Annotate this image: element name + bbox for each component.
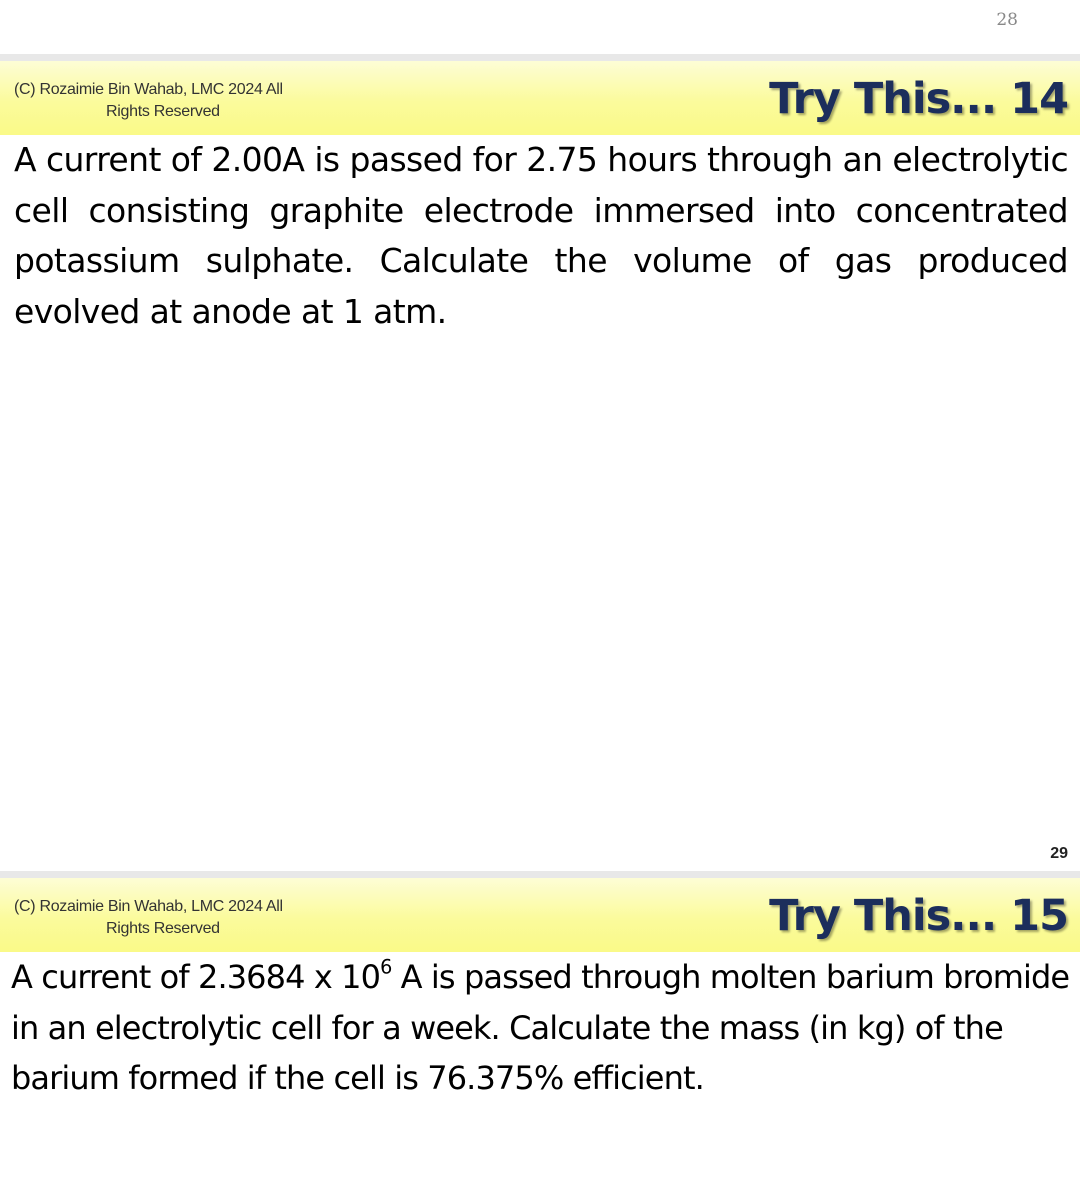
title-word-try: Try [769, 891, 840, 941]
copyright-line-2: Rights Reserved [106, 920, 220, 937]
copyright-line-2: Rights Reserved [106, 103, 220, 120]
question-part-2: A is passed through molten barium bromide in an electrolytic cell for a week. Calculate the mass (in kg) of the barium formed if the cell is 76.375% efficient. [11, 958, 1070, 1097]
page-number-29: 29 [1050, 845, 1068, 862]
question-text: A current of 2.00A is passed for 2.75 hours through an electrolytic cell consisting graphite electrode immersed into concentrated potassium sulphate. Calculate the volume of gas produced evolved at anode at 1 atm. [14, 140, 1068, 331]
title-word-try: Try [769, 74, 840, 124]
exponent: 6 [380, 955, 392, 979]
slide-header-banner [0, 61, 1080, 135]
question-part-1: A current of 2.3684 x 10 [11, 958, 381, 996]
slide-separator [0, 871, 1080, 878]
slide-title [769, 73, 1068, 125]
slide-title [769, 890, 1068, 942]
title-word-this: This... 15 [853, 891, 1068, 941]
question-text [11, 952, 1071, 1104]
page-number-28: 28 [996, 10, 1018, 30]
copyright-notice [14, 79, 283, 123]
title-word-this: This... 14 [853, 74, 1068, 124]
copyright-line-1: (C) Rozaimie Bin Wahab, LMC 2024 All [14, 898, 283, 915]
slide-header-banner [0, 878, 1080, 952]
slide-separator [0, 54, 1080, 61]
copyright-notice [14, 896, 283, 940]
copyright-line-1: (C) Rozaimie Bin Wahab, LMC 2024 All [14, 81, 283, 98]
